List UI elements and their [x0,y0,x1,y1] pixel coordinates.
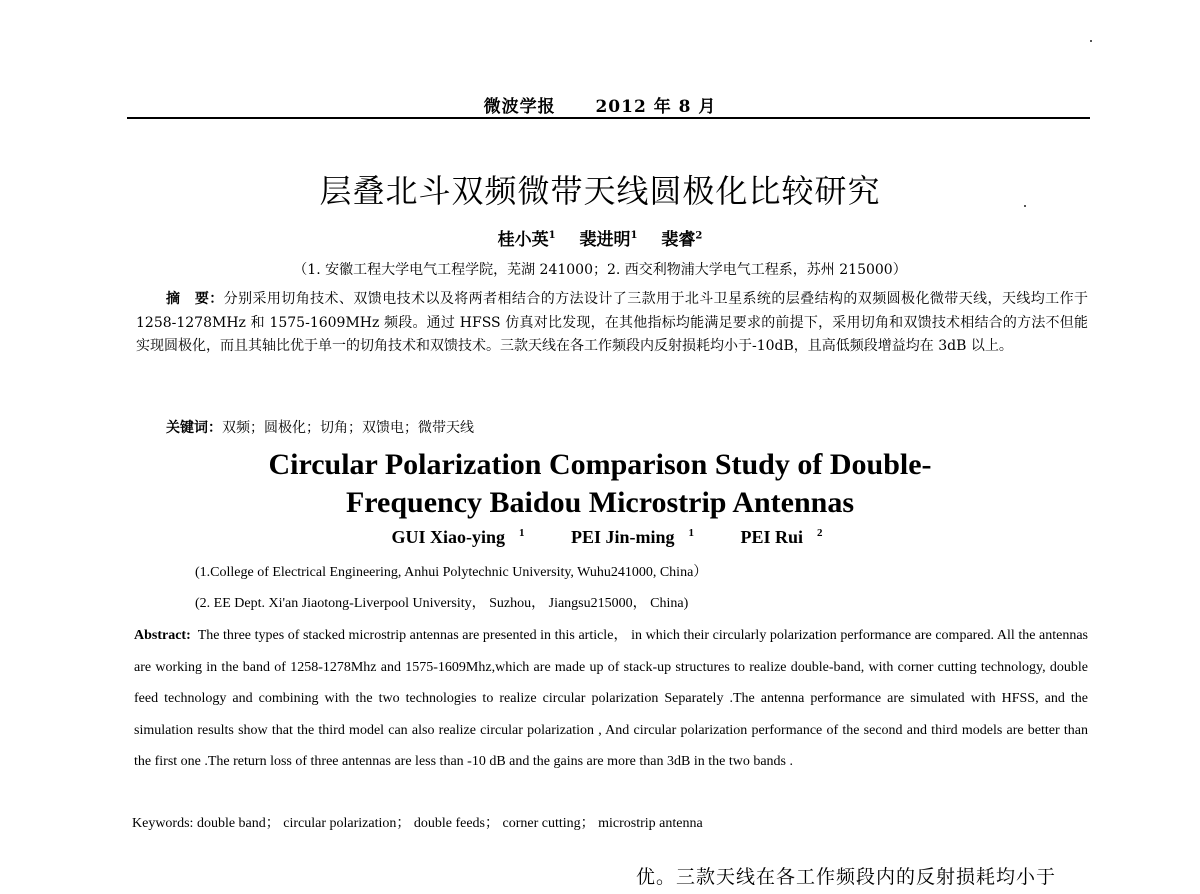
english-authors [0,527,1200,548]
scan-speck [1090,40,1092,42]
author-affiliation-mark: 1 [688,527,694,539]
author-affiliation-mark: 1 [630,230,638,242]
author-affiliation-mark: 1 [548,230,556,242]
keywords-body: double band； circular polarization； double feeds； corner cutting； microstrip antenna [196,816,703,831]
author-name: 裴进明 [579,230,631,250]
english-keywords [132,812,703,832]
author-name: PEI Jin-ming [570,527,675,547]
author-affiliation-mark: 1 [518,527,525,539]
chinese-keywords [166,417,474,437]
english-affiliation-1: (1.College of Electrical Engineering, Anhui Polytechnic University, Wuhu241000, China） [195,565,708,580]
keywords-label: 关键词： [166,420,222,436]
abstract-body: 分别采用切角技术、双馈电技术以及将两者相结合的方法设计了三款用于北斗卫星系统的层叠结构的双频圆极化微带天线，天线均工作于 1258-1278MHz 和 1575-1609MHz 频段。通过 HFSS 仿真对比发现，在其他指标均能满足要求的前提下，采用切角和双馈技术相结合的方法不但能实现圆极化，而且其轴比优于单一的切角技术和双馈技术。三款天线在各工作频段内反射损耗均小于-10dB，且高低频段增益均在 3dB 以上。 [136,291,1089,354]
body-text-fragment: 优。三款天线在各工作频段内的反射损耗均小于 [636,866,1057,888]
keywords-body: 双频；圆极化；切角；双馈电；微带天线 [222,420,474,436]
english-title-line: Frequency Baidou Microstrip Antennas [345,486,855,519]
keywords-label: Keywords: [132,816,194,831]
english-title [0,446,1200,522]
journal-name: 微波学报 [483,97,556,117]
running-header [0,92,1200,117]
abstract-label: 摘 要： [166,291,224,307]
chinese-title: 层叠北斗双频微带天线圆极化比较研究 [319,172,881,210]
chinese-affiliation: （1. 安徽工程大学电气工程学院，芜湖 241000；2. 西交利物浦大学电气工程系，苏州 215000） [293,262,907,278]
author-name: 桂小英 [497,230,549,250]
english-affiliation-2: (2. EE Dept. Xi'an Jiaotong-Liverpool University， Suzhou， Jiangsu215000， China) [195,596,689,611]
english-title-line: Circular Polarization Comparison Study of Double- [268,448,932,481]
author-affiliation-mark: 2 [695,230,703,242]
chinese-authors [0,225,1200,250]
author-name: GUI Xiao-ying [391,527,505,547]
author-name: PEI Rui [740,527,804,547]
chinese-abstract [136,288,1088,359]
author-affiliation-mark: 2 [817,527,823,539]
header-rule [127,117,1090,119]
author-name: 裴睿 [661,230,696,250]
english-abstract [134,620,1088,778]
issue-date: 2012 年 8 月 [595,97,717,117]
abstract-label: Abstract: [134,628,191,643]
abstract-body: The three types of stacked microstrip antennas are presented in this article， in which their circularly polarization performance are compared. All the antennas are working in the band of 1258-1278Mhz and 1575-1609Mhz,which are made up of stack-up structures to realize double-band, with corner cutting technology, double feed technology and combining with the two technologies to realize circular polarization Separately .The antenna performance are simulated with HFSS, and the simulation results show that the third model can also realize circular polarization , And circular polarization performance of the second and third models are better than the first one .The return loss of three antennas are less than -10 dB and the gains are more than 3dB in the two bands . [134,628,1088,769]
